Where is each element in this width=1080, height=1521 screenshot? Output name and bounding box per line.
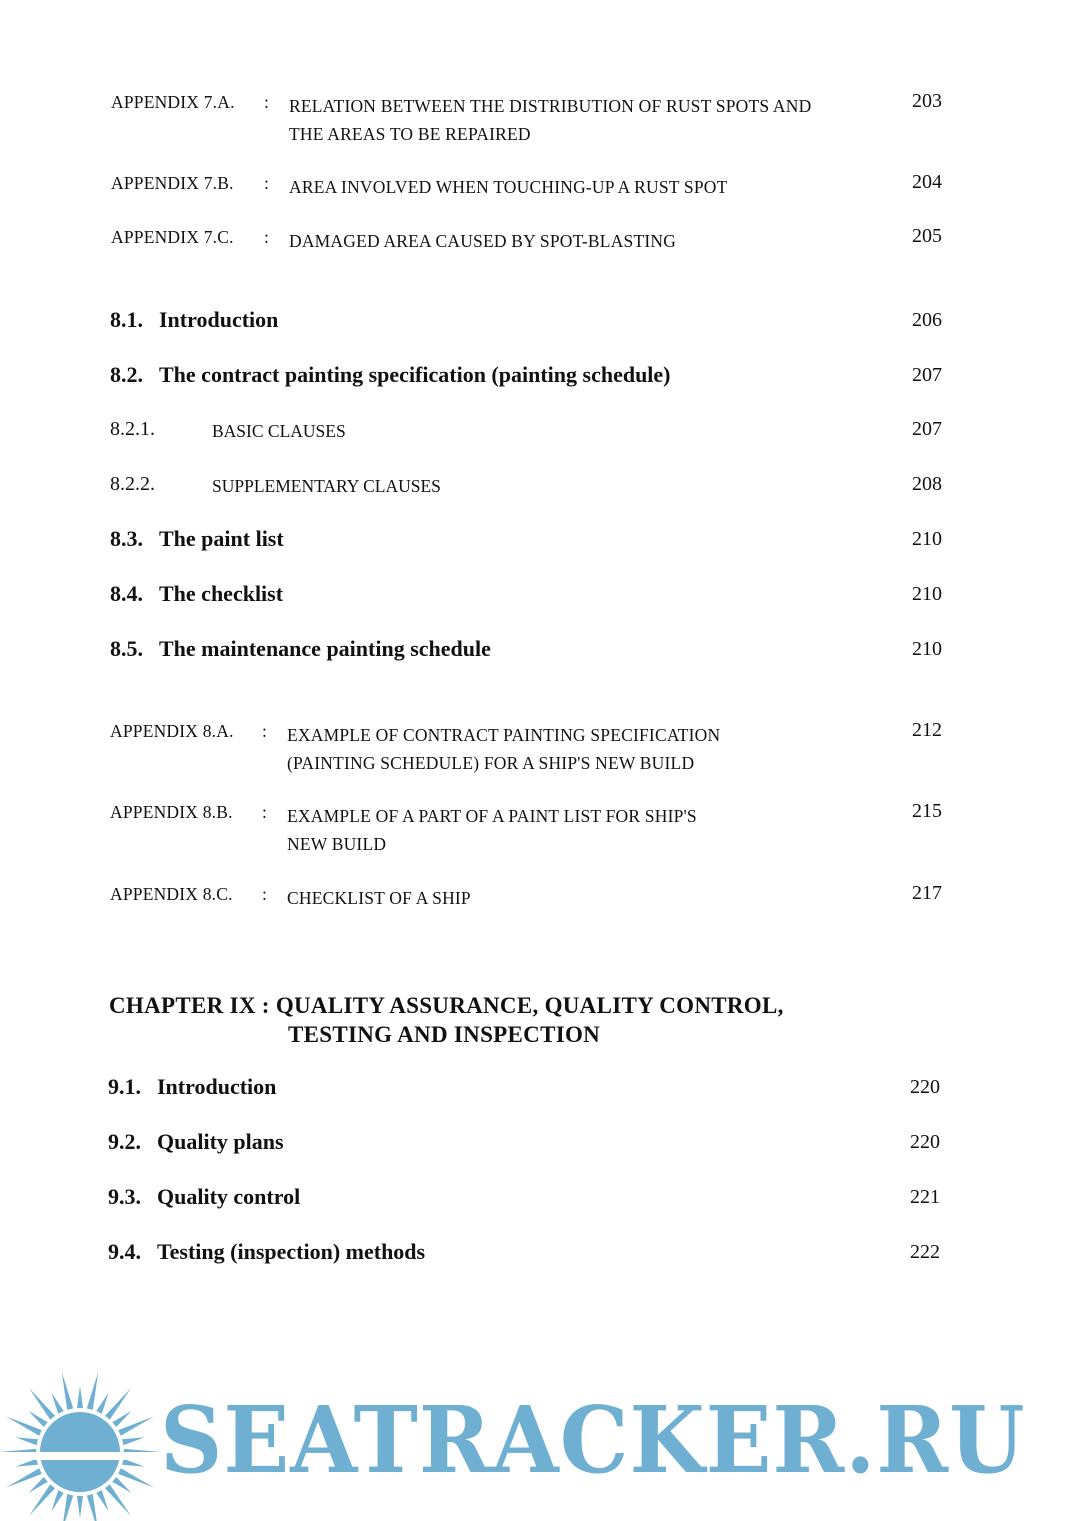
page-number: 208 (912, 473, 942, 495)
section-title: Introduction (157, 1074, 277, 1099)
section-number: 9.4. (108, 1239, 141, 1264)
appendix-title (289, 173, 889, 201)
appendix-title (289, 92, 889, 148)
section-number: 8.3. (110, 526, 143, 551)
appendix-label: APPENDIX 8.A. (110, 721, 234, 741)
appendix-colon: : (264, 92, 270, 112)
appendix-title-line: NEW BUILD (287, 834, 387, 854)
sun-ray (87, 1372, 98, 1410)
page-number: 203 (912, 90, 942, 112)
sun-ray (51, 1393, 63, 1414)
section-title: The checklist (159, 581, 284, 606)
sun-ray (112, 1477, 131, 1493)
section-number: 9.3. (108, 1184, 141, 1209)
page-number: 220 (910, 1131, 940, 1153)
appendix-title (289, 227, 889, 255)
page-number: 222 (910, 1241, 940, 1263)
section-number: 9.1. (108, 1074, 141, 1099)
appendix-title-line: RELATION BETWEEN THE DISTRIBUTION OF RUST SPOTS AND (289, 96, 812, 116)
subsection-number: 8.2.2. (110, 473, 155, 495)
section-number: 8.1. (110, 307, 143, 332)
sun-ray (28, 1477, 47, 1493)
page-number: 207 (912, 364, 942, 386)
sun-ray (77, 1496, 83, 1518)
page-number: 212 (912, 719, 942, 741)
appendix-label: APPENDIX 7.A. (111, 92, 235, 112)
sun-ray (96, 1393, 108, 1414)
sun-icon (0, 1355, 160, 1521)
appendix-title (287, 802, 887, 858)
appendix-colon: : (262, 721, 268, 741)
sun-ray (51, 1490, 63, 1511)
sun-ray (112, 1411, 131, 1427)
appendix-label: APPENDIX 7.C. (111, 227, 234, 247)
section-title: The contract painting specification (painting schedule) (159, 362, 671, 387)
chapter-heading (109, 991, 784, 1049)
page-number: 204 (912, 171, 942, 193)
sun-ray (77, 1386, 83, 1408)
appendix-title-line: CHECKLIST OF A SHIP (287, 888, 471, 908)
appendix-label: APPENDIX 8.C. (110, 884, 233, 904)
page-number: 215 (912, 800, 942, 822)
subsection-number: 8.2.1. (110, 418, 155, 440)
section-title: Quality plans (157, 1129, 284, 1154)
appendix-title-line: (PAINTING SCHEDULE) FOR A SHIP'S NEW BUILD (287, 753, 695, 773)
appendix-title-line: EXAMPLE OF CONTRACT PAINTING SPECIFICATION (287, 725, 721, 745)
sun-ray (122, 1437, 144, 1445)
page-number: 210 (912, 583, 942, 605)
section-number: 9.2. (108, 1129, 141, 1154)
sun-ray (96, 1490, 108, 1511)
section-title: Quality control (157, 1184, 301, 1209)
appendix-title-line: THE AREAS TO BE REPAIRED (289, 124, 531, 144)
sun-ray (62, 1494, 73, 1521)
appendix-colon: : (262, 884, 268, 904)
page-number: 221 (910, 1186, 940, 1208)
page-number: 217 (912, 882, 942, 904)
appendix-title (287, 721, 887, 777)
page-number: 210 (912, 638, 942, 660)
appendix-colon: : (264, 173, 270, 193)
section-number: 8.2. (110, 362, 143, 387)
chapter-heading-line: TESTING AND INSPECTION (288, 1022, 601, 1047)
page-number: 210 (912, 528, 942, 550)
section-number: 8.4. (110, 581, 143, 606)
appendix-title (287, 884, 887, 912)
appendix-colon: : (262, 802, 268, 822)
section-title: Testing (inspection) methods (157, 1239, 426, 1264)
chapter-heading-line: CHAPTER IX : QUALITY ASSURANCE, QUALITY CONTROL, (109, 993, 784, 1018)
subsection-title: BASIC CLAUSES (212, 421, 346, 441)
section-title: The paint list (159, 526, 284, 551)
appendix-title-line: DAMAGED AREA CAUSED BY SPOT-BLASTING (289, 231, 677, 251)
section-title: Introduction (159, 307, 279, 332)
page-number: 206 (912, 309, 942, 331)
appendix-label: APPENDIX 7.B. (111, 173, 234, 193)
sun-ray (28, 1411, 47, 1427)
sun-ray (16, 1437, 38, 1445)
appendix-title-line: EXAMPLE OF A PART OF A PAINT LIST FOR SHIP'S (287, 806, 697, 826)
sun-ray (87, 1494, 98, 1521)
page-number: 220 (910, 1076, 940, 1098)
sun-ray (62, 1372, 73, 1410)
section-number: 8.5. (110, 636, 143, 661)
appendix-title-line: AREA INVOLVED WHEN TOUCHING-UP A RUST SPOT (289, 177, 728, 197)
appendix-label: APPENDIX 8.B. (110, 802, 233, 822)
page-number: 205 (912, 225, 942, 247)
section-title: The maintenance painting schedule (159, 636, 491, 661)
watermark-text: SEATRACKER.RU (160, 1386, 1026, 1494)
page-number: 207 (912, 418, 942, 440)
appendix-colon: : (264, 227, 270, 247)
subsection-title: SUPPLEMENTARY CLAUSES (212, 476, 441, 496)
